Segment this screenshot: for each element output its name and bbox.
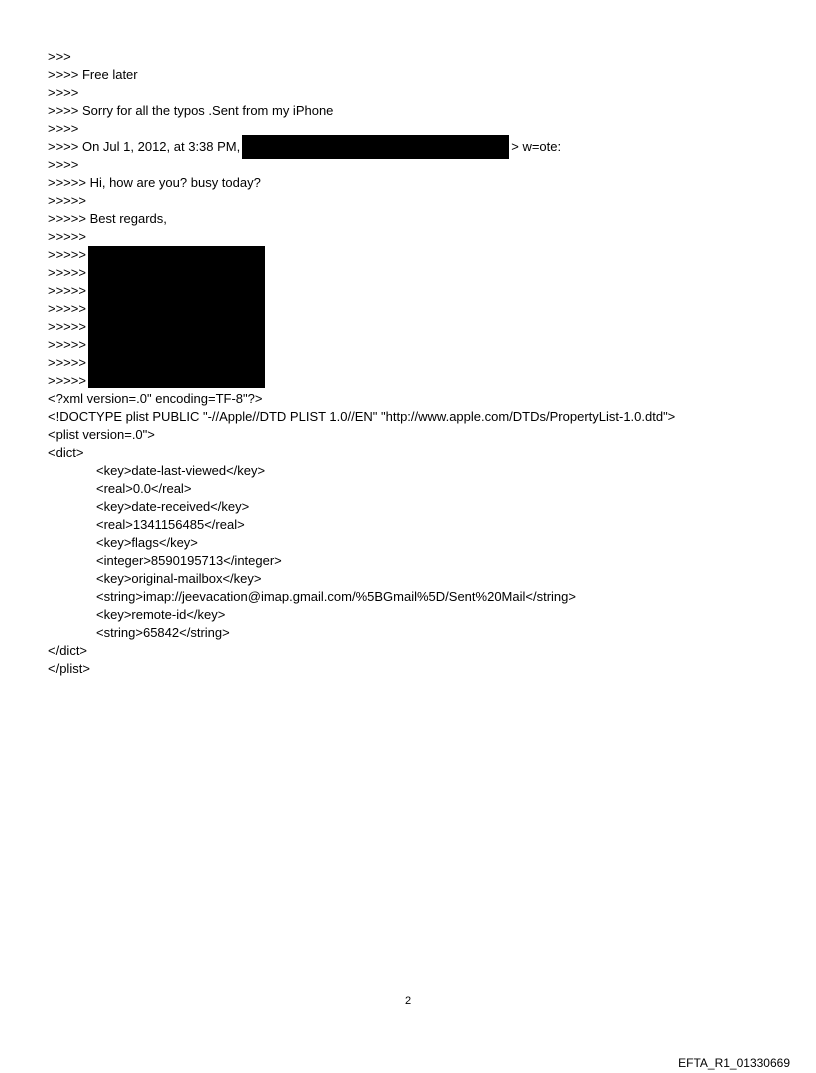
reply-header-prefix: >>>> On Jul 1, 2012, at 3:38 PM, xyxy=(48,139,241,154)
dict-entry: <real>1341156485</real> xyxy=(96,517,245,532)
signature-line: >>>>> xyxy=(48,319,86,334)
dict-entry: <key>date-received</key> xyxy=(96,499,250,514)
bates-number: EFTA_R1_01330669 xyxy=(678,1056,790,1070)
reply-header-line xyxy=(48,138,788,156)
message-line: >>>>> Hi, how are you? busy today? xyxy=(48,175,261,190)
dict-entry: <string>65842</string> xyxy=(96,625,230,640)
dict-entry: <key>flags</key> xyxy=(96,535,198,550)
dict-entry: <key>original-mailbox</key> xyxy=(96,571,262,586)
dict-entry: <integer>8590195713</integer> xyxy=(96,553,282,568)
signature-line: >>>>> xyxy=(48,265,86,280)
quote-line: >>>> xyxy=(48,85,79,100)
email-body xyxy=(48,48,788,678)
message-line: >>>>> xyxy=(48,229,86,244)
reply-header-suffix: > w=ote: xyxy=(511,139,562,154)
quote-line: >>>> xyxy=(48,121,79,136)
message-line: >>>> xyxy=(48,157,79,172)
dict-entry: <key>remote-id</key> xyxy=(96,607,226,622)
plist-line: <plist version=.0"> xyxy=(48,427,155,442)
quote-line: >>> xyxy=(48,49,71,64)
message-line: >>>>> Best regards, xyxy=(48,211,167,226)
message-line: >>>>> xyxy=(48,193,86,208)
quote-line: >>>> Sorry for all the typos .Sent from my iPhone xyxy=(48,103,334,118)
signature-line: >>>>> xyxy=(48,301,86,316)
plist-line: <!DOCTYPE plist PUBLIC "-//Apple//DTD PLIST 1.0//EN" "http://www.apple.com/DTDs/PropertyList-1.0.dtd"> xyxy=(48,409,676,424)
signature-line: >>>>> xyxy=(48,355,86,370)
plist-line: <dict> xyxy=(48,445,84,460)
signature-line: >>>>> xyxy=(48,247,86,262)
signature-line: >>>>> xyxy=(48,283,86,298)
plist-closing-line: </plist> xyxy=(48,661,90,676)
quote-line: >>>> Free later xyxy=(48,67,138,82)
dict-entry: <real>0.0</real> xyxy=(96,481,192,496)
page-number: 2 xyxy=(404,995,412,1007)
signature-redaction-block xyxy=(88,246,265,388)
signature-line: >>>>> xyxy=(48,373,86,388)
dict-entry: <string>imap://jeevacation@imap.gmail.com/%5BGmail%5D/Sent%20Mail</string> xyxy=(96,589,576,604)
plist-closing-line: </dict> xyxy=(48,643,88,658)
signature-line: >>>>> xyxy=(48,337,86,352)
dict-entry: <key>date-last-viewed</key> xyxy=(96,463,266,478)
plist-line: <?xml version=.0" encoding=TF-8"?> xyxy=(48,391,263,406)
